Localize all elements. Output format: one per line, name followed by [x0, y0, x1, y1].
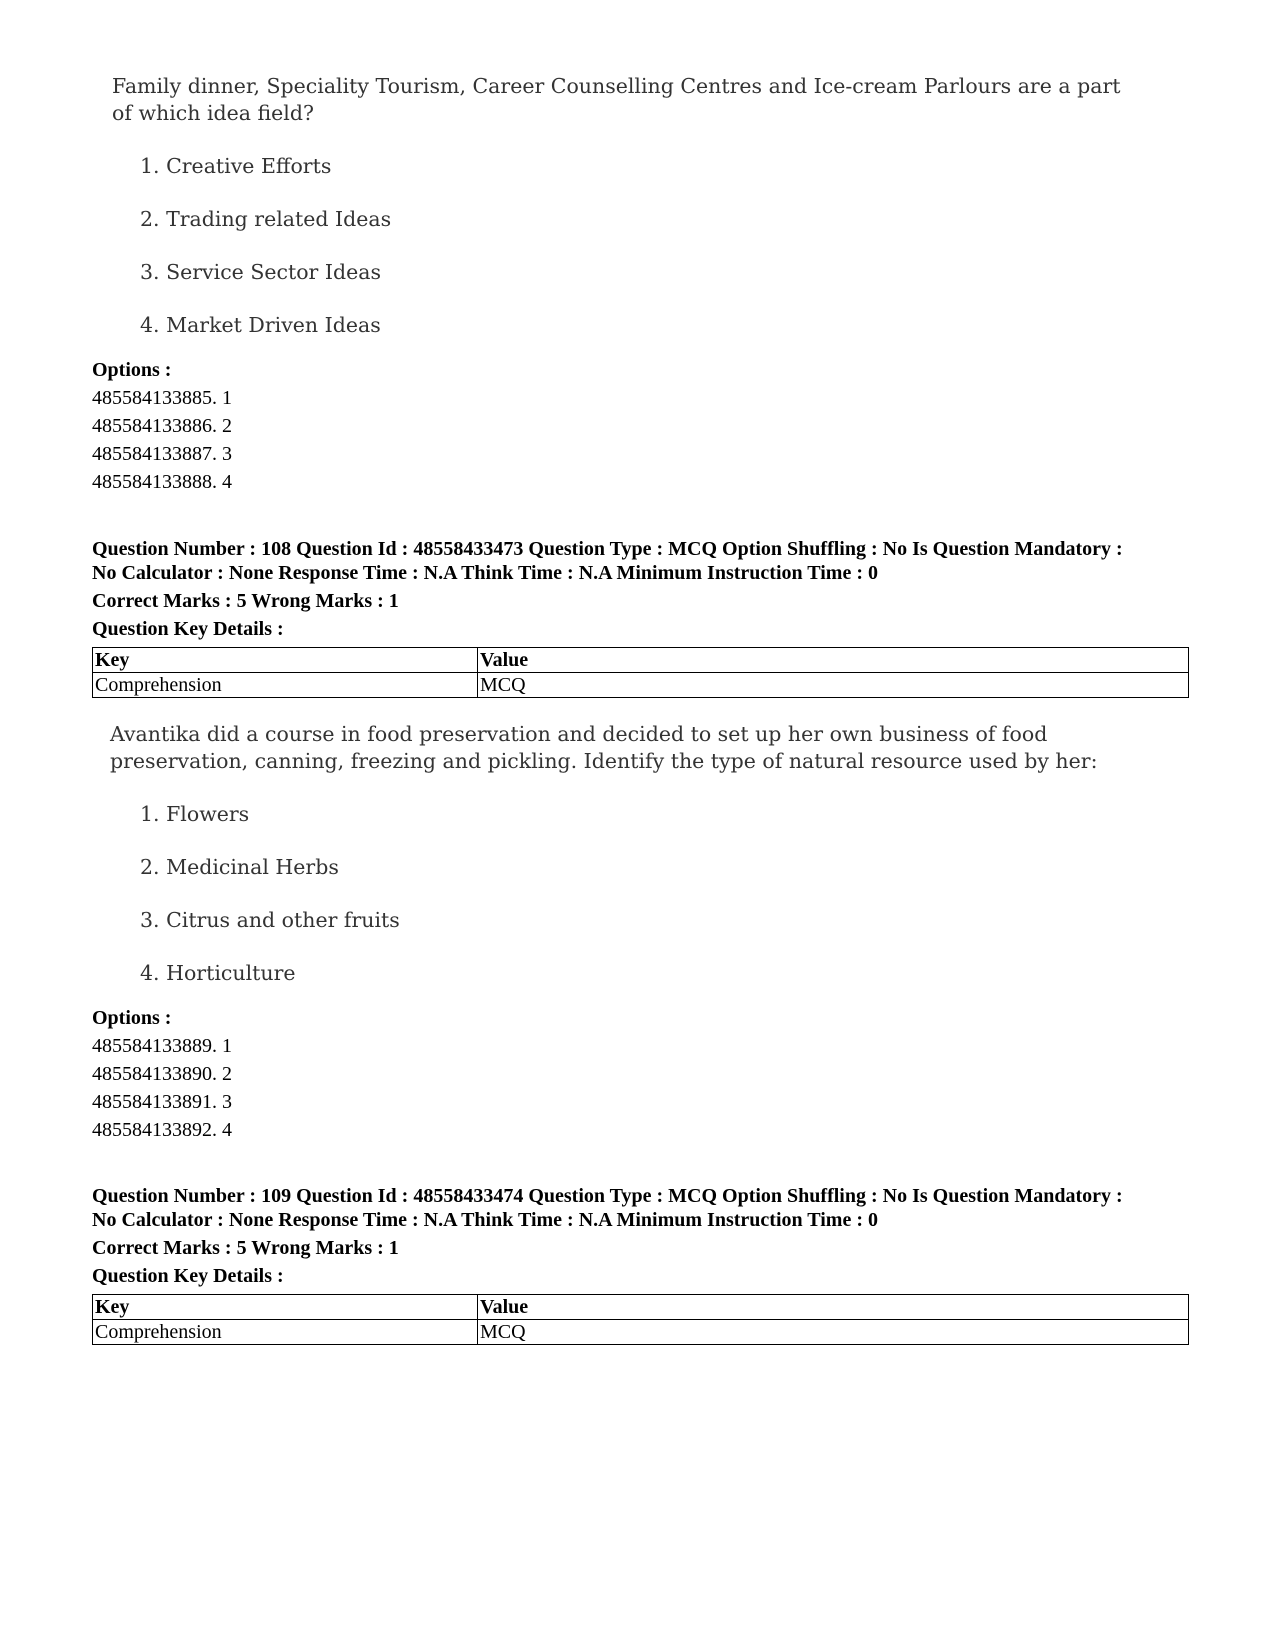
question-109-marks: Correct Marks : 5 Wrong Marks : 1: [92, 1237, 399, 1259]
table-cell-value: MCQ: [478, 673, 1189, 698]
question-107-choice-4: 4. Market Driven Ideas: [140, 313, 381, 337]
question-108-option-2: 485584133890. 2: [92, 1063, 232, 1085]
table-header-key: Key: [93, 648, 478, 673]
question-109-key-table: [92, 1294, 1189, 1345]
question-107-option-4: 485584133888. 4: [92, 471, 232, 493]
question-108-option-3: 485584133891. 3: [92, 1091, 232, 1113]
question-108-meta-line-1: Question Number : 108 Question Id : 48558433473 Question Type : MCQ Option Shuffling : No Is Question Mandatory :: [92, 538, 1123, 560]
question-107-choice-3: 3. Service Sector Ideas: [140, 260, 381, 284]
question-108-key-table: [92, 647, 1189, 698]
table-header-value: Value: [478, 648, 1189, 673]
question-107-choice-1: 1. Creative Efforts: [140, 154, 332, 178]
question-107-choice-2: 2. Trading related Ideas: [140, 207, 392, 231]
question-108-choice-3: 3. Citrus and other fruits: [140, 908, 400, 932]
question-108-meta-line-2: No Calculator : None Response Time : N.A Think Time : N.A Minimum Instruction Time : 0: [92, 562, 878, 584]
question-108-choice-4: 4. Horticulture: [140, 961, 296, 985]
table-cell-key: Comprehension: [93, 673, 478, 698]
question-108-option-1: 485584133889. 1: [92, 1035, 232, 1057]
table-row: [93, 673, 1189, 698]
question-108-key-details-label: Question Key Details :: [92, 618, 284, 640]
table-row: [93, 1320, 1189, 1345]
table-cell-value: MCQ: [478, 1320, 1189, 1345]
question-108-choice-2: 2. Medicinal Herbs: [140, 855, 339, 879]
table-header-row: [93, 648, 1189, 673]
question-109-meta-line-2: No Calculator : None Response Time : N.A Think Time : N.A Minimum Instruction Time : 0: [92, 1209, 878, 1231]
question-107-options-label: Options :: [92, 359, 172, 381]
table-header-key: Key: [93, 1295, 478, 1320]
question-109-key-details-label: Question Key Details :: [92, 1265, 284, 1287]
question-107-option-3: 485584133887. 3: [92, 443, 232, 465]
question-107-option-2: 485584133886. 2: [92, 415, 232, 437]
question-108-choice-1: 1. Flowers: [140, 802, 250, 826]
question-108-options-label: Options :: [92, 1007, 172, 1029]
question-107-text: Family dinner, Speciality Tourism, Career Counselling Centres and Ice-cream Parlours are a part of which idea field?: [112, 74, 1121, 125]
table-cell-key: Comprehension: [93, 1320, 478, 1345]
question-108-text: Avantika did a course in food preservation and decided to set up her own business of food preservation, canning, freezing and pickling. Identify the type of natural resource used by her:: [110, 722, 1098, 773]
question-107-option-1: 485584133885. 1: [92, 387, 232, 409]
question-108-option-4: 485584133892. 4: [92, 1119, 232, 1141]
table-header-row: [93, 1295, 1189, 1320]
question-108-marks: Correct Marks : 5 Wrong Marks : 1: [92, 590, 399, 612]
table-header-value: Value: [478, 1295, 1189, 1320]
question-109-meta-line-1: Question Number : 109 Question Id : 48558433474 Question Type : MCQ Option Shuffling : No Is Question Mandatory :: [92, 1185, 1123, 1207]
